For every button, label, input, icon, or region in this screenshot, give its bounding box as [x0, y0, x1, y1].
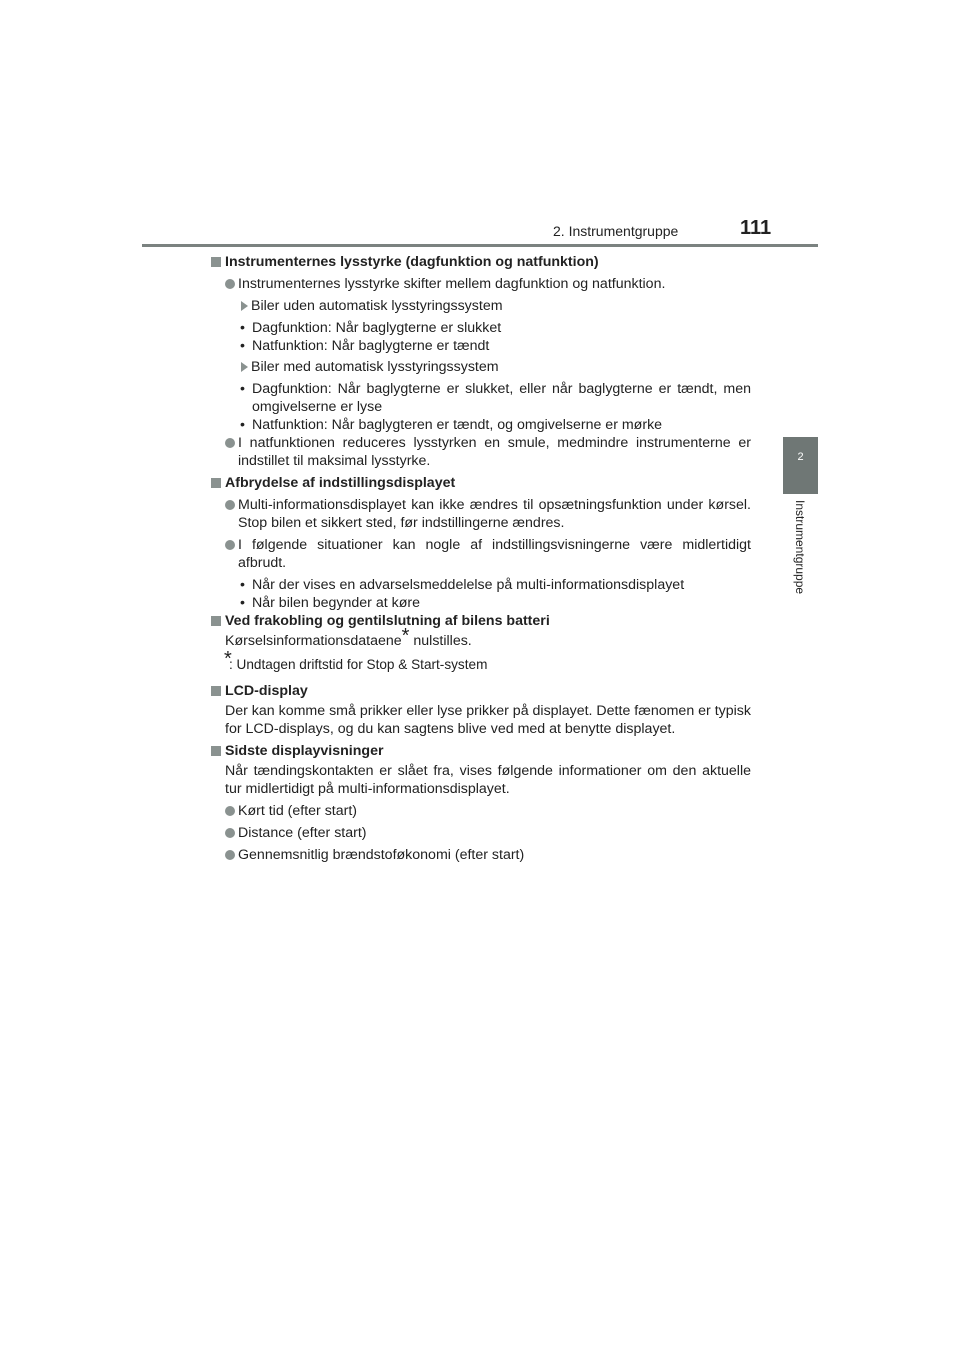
bullet-item: Distance (efter start) — [211, 824, 751, 842]
circle-bullet-icon — [225, 850, 235, 860]
section-heading: Ved frakobling og gentilslutning af bilens batteri — [211, 612, 751, 630]
arrow-item: Biler med automatisk lysstyringssystem — [211, 358, 751, 376]
sub-item: • Dagfunktion: Når baglygterne er slukket, eller når baglygterne er tændt, men omgivelserne er lyse — [240, 381, 751, 415]
section-heading: Sidste displayvisninger — [211, 742, 751, 760]
square-bullet-icon — [211, 616, 221, 626]
triangle-arrow-icon — [241, 362, 248, 372]
bullet-item: I natfunktionen reduceres lysstyrken en smule, medmindre instrumenterne er indstillet til maksimal lysstyrke. — [211, 434, 751, 470]
section-heading: LCD-display — [211, 682, 751, 700]
square-bullet-icon — [211, 257, 221, 267]
sub-item: • Når der vises en advarselsmeddelelse på multi-informationsdisplayet — [240, 577, 685, 593]
triangle-arrow-icon — [241, 301, 248, 311]
side-label-text: Instrumentgruppe — [793, 500, 807, 595]
square-bullet-icon — [211, 746, 221, 756]
bullet-item: I følgende situationer kan nogle af indstillingsvisningerne være midlertidigt afbrudt. — [211, 536, 751, 572]
bullet-item: Gennemsnitlig brændstoføkonomi (efter start) — [211, 846, 751, 864]
header-rule — [142, 244, 818, 247]
circle-bullet-icon — [225, 806, 235, 816]
sub-item: • Natfunktion: Når baglygterne er tændt — [240, 338, 490, 354]
arrow-item: Biler uden automatisk lysstyringssystem — [211, 297, 751, 315]
bullet-item: Multi-informationsdisplayet kan ikke ændres til opsætningsfunktion under kørsel. Stop bilen et sikkert sted, før indstillingerne ændres. — [211, 496, 751, 532]
page-content — [211, 253, 751, 864]
square-bullet-icon — [211, 478, 221, 488]
header-section-title: 2. Instrumentgruppe — [553, 223, 679, 239]
circle-bullet-icon — [225, 500, 235, 510]
sub-item: • Dagfunktion: Når baglygterne er slukket — [240, 320, 502, 336]
paragraph: Når tændingskontakten er slået fra, vises følgende informationer om den aktuelle tur midlertidigt på multi-informationsdisplayet. — [225, 763, 751, 797]
circle-bullet-icon — [225, 540, 235, 550]
bullet-item: Instrumenternes lysstyrke skifter mellem dagfunktion og natfunktion. — [211, 275, 751, 293]
bullet-item: Kørt tid (efter start) — [211, 802, 751, 820]
circle-bullet-icon — [225, 438, 235, 448]
circle-bullet-icon — [225, 279, 235, 289]
sub-item: • Når bilen begynder at køre — [240, 595, 420, 611]
page-number: 111 — [740, 217, 772, 239]
square-bullet-icon — [211, 686, 221, 696]
side-label — [793, 500, 809, 620]
paragraph: Der kan komme små prikker eller lyse prikker på displayet. Dette fænomen er typisk for LCD-displays, og du kan sagtens blive ved med at benytte displayet. — [225, 703, 751, 737]
sub-item: • Natfunktion: Når baglygteren er tændt, og omgivelserne er mørke — [240, 417, 663, 433]
paragraph: Kørselsinformationsdataene* nulstilles. — [225, 625, 472, 649]
circle-bullet-icon — [225, 828, 235, 838]
section-heading: Instrumenternes lysstyrke (dagfunktion og natfunktion) — [211, 253, 751, 271]
side-tab — [783, 437, 818, 494]
footnote: * : Undtagen driftstid for Stop & Start-system — [224, 648, 488, 672]
side-tab-number: 2 — [797, 451, 804, 463]
section-heading: Afbrydelse af indstillingsdisplayet — [211, 474, 751, 492]
